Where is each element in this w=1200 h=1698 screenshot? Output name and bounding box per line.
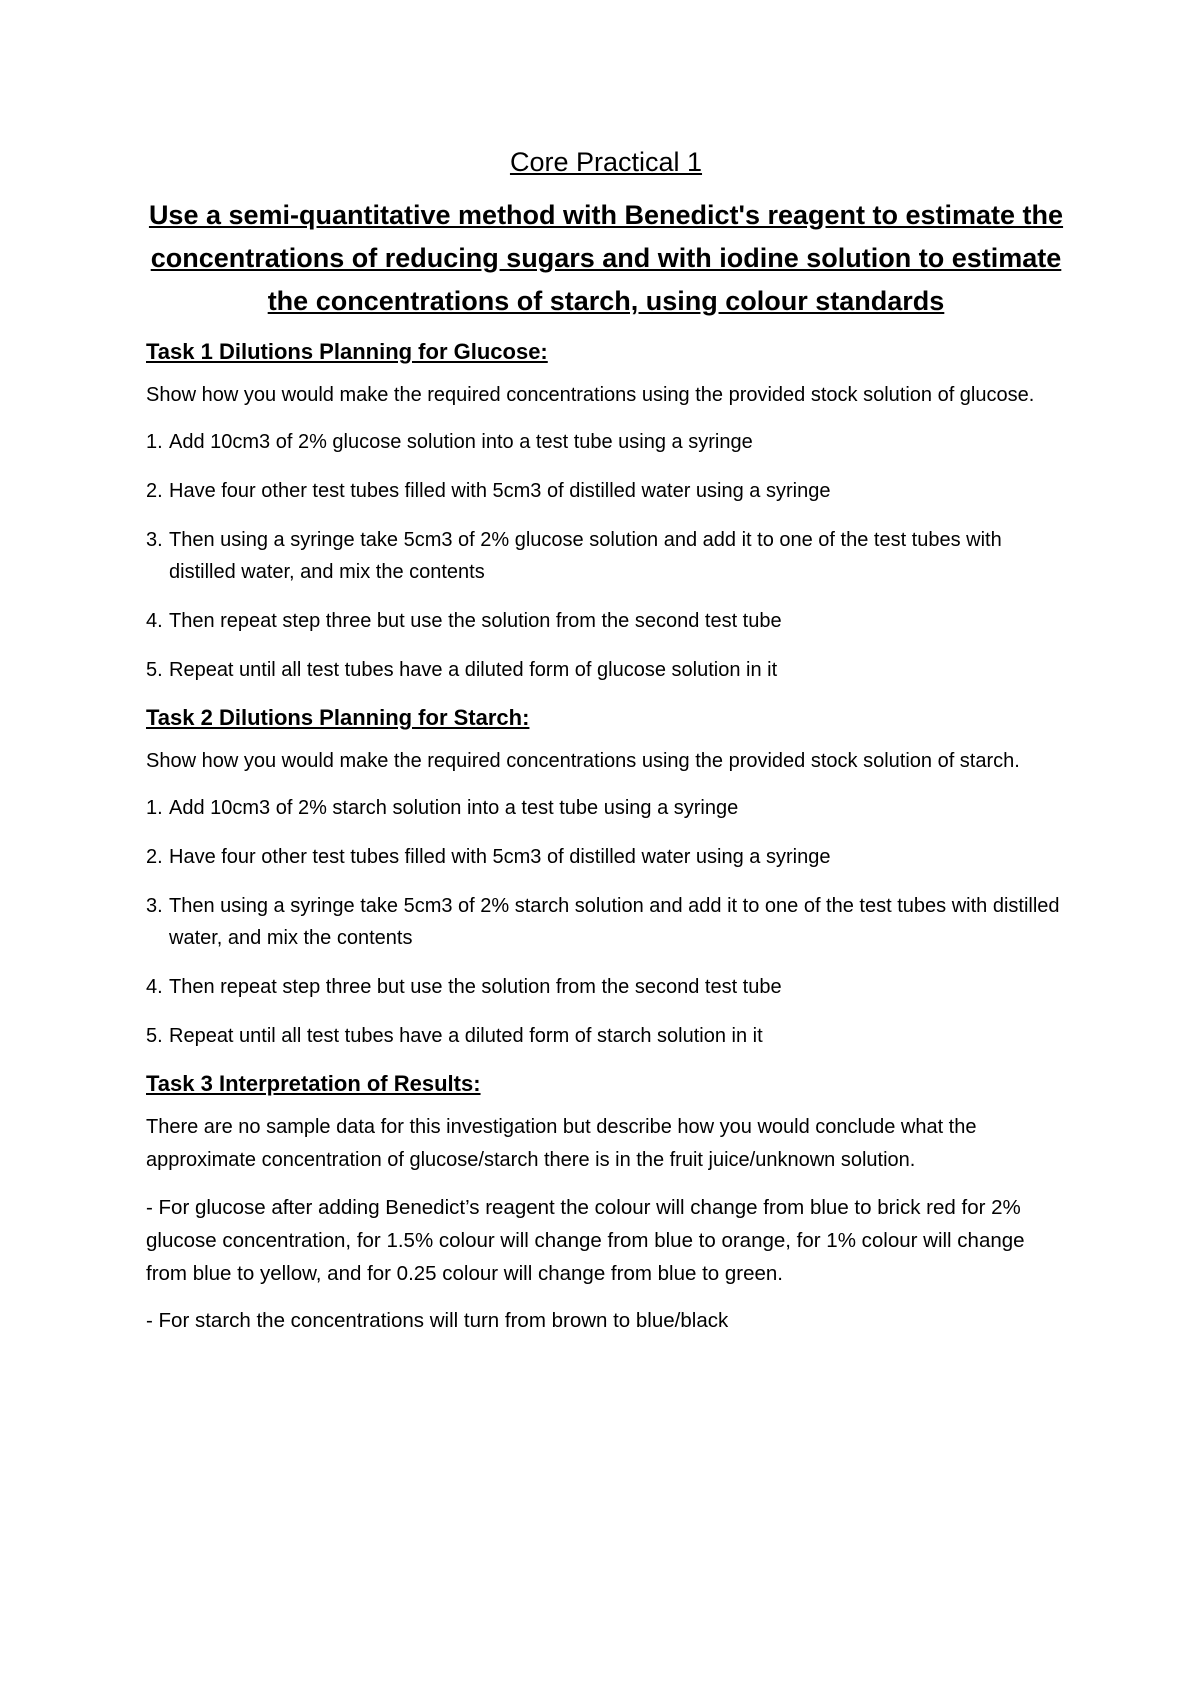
starch-answer: - For starch the concentrations will turn from brown to blue/black [146, 1309, 729, 1332]
task-2-step [146, 841, 1066, 873]
task-1-steps [146, 426, 1066, 686]
document-subtitle: Use a semi-quantitative method with Benedict's reagent to estimate the concentrations of reducing sugars and with iodine solution to estimate the concentrations of starch, using colour standards [148, 200, 1064, 316]
step-number: 5. [146, 1025, 163, 1047]
task-2-intro: Show how you would make the required concentrations using the provided stock solution of starch. [146, 750, 1020, 772]
step-text: Add 10cm3 of 2% glucose solution into a test tube using a syringe [169, 431, 753, 453]
step-text: Then using a syringe take 5cm3 of 2% glucose solution and add it to one of the test tubes with distilled water, and mix the contents [169, 529, 1002, 583]
task-1-intro: Show how you would make the required concentrations using the provided stock solution of glucose. [146, 384, 1035, 406]
step-text: Add 10cm3 of 2% starch solution into a test tube using a syringe [169, 797, 739, 819]
task-2-step [146, 971, 1066, 1003]
task-2-step [146, 792, 1066, 824]
step-number: 3. [146, 895, 163, 917]
step-number: 1. [146, 797, 163, 819]
step-number: 3. [146, 529, 163, 551]
step-number: 5. [146, 659, 163, 681]
task-1-section [146, 337, 1066, 686]
task-2-steps [146, 792, 1066, 1052]
task-1-step [146, 475, 1066, 507]
step-number: 2. [146, 480, 163, 502]
task-3-heading: Task 3 Interpretation of Results: [146, 1071, 481, 1096]
task-2-step [146, 890, 1066, 954]
step-text: Repeat until all test tubes have a diluted form of glucose solution in it [169, 659, 778, 681]
step-text: Have four other test tubes filled with 5cm3 of distilled water using a syringe [169, 480, 831, 502]
task-2-section [146, 703, 1066, 1052]
task-3-intro: There are no sample data for this investigation but describe how you would conclude what the approximate concentration of glucose/starch there is in the fruit juice/unknown solution. [146, 1116, 977, 1171]
task-1-step [146, 426, 1066, 458]
step-number: 1. [146, 431, 163, 453]
step-text: Then repeat step three but use the solution from the second test tube [169, 976, 782, 998]
glucose-answer: - For glucose after adding Benedict’s reagent the colour will change from blue to brick red for 2% glucose concentration, for 1.5% colour will change from blue to orange, for 1% colour will change from blue to yellow, and for 0.25 colour will change from blue to green. [146, 1196, 1025, 1285]
task-1-step [146, 524, 1066, 588]
task-3-section [146, 1069, 1066, 1337]
task-1-step [146, 605, 1066, 637]
step-text: Repeat until all test tubes have a diluted form of starch solution in it [169, 1025, 763, 1047]
task-2-heading: Task 2 Dilutions Planning for Starch: [146, 705, 530, 730]
step-text: Then using a syringe take 5cm3 of 2% starch solution and add it to one of the test tubes with distilled water, and mix the contents [169, 895, 1060, 949]
document-body [146, 140, 1066, 1351]
step-number: 2. [146, 846, 163, 868]
task-1-heading: Task 1 Dilutions Planning for Glucose: [146, 339, 548, 364]
task-2-step [146, 1020, 1066, 1052]
step-text: Then repeat step three but use the solution from the second test tube [169, 610, 782, 632]
document-title: Core Practical 1 [509, 147, 703, 177]
step-text: Have four other test tubes filled with 5cm3 of distilled water using a syringe [169, 846, 831, 868]
task-1-step [146, 654, 1066, 686]
step-number: 4. [146, 976, 163, 998]
step-number: 4. [146, 610, 163, 632]
